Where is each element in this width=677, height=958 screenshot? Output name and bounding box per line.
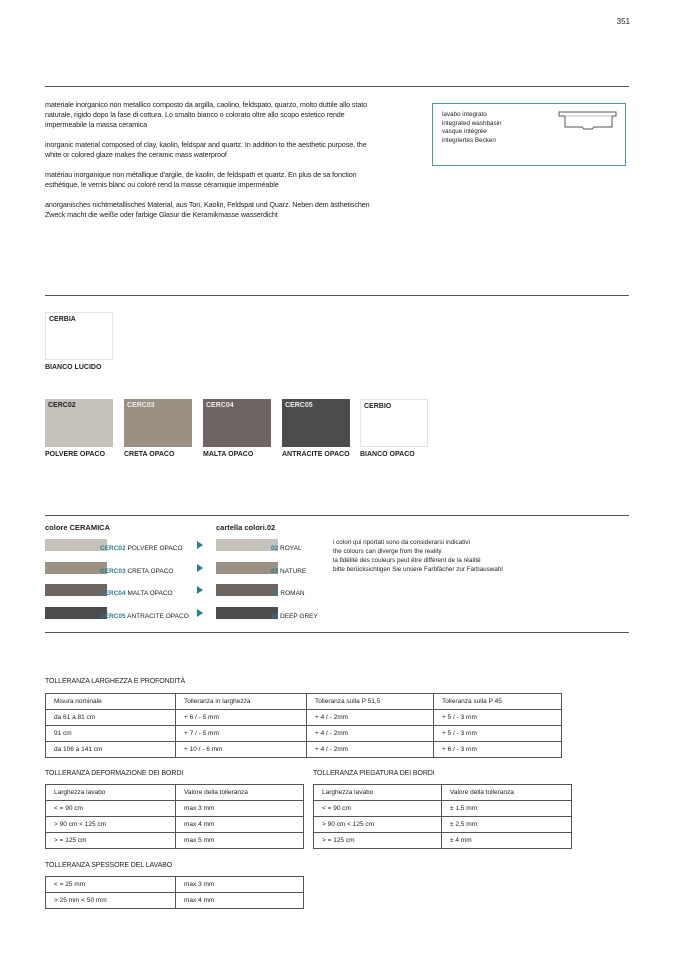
table-cell: max 3 mm bbox=[176, 877, 304, 893]
palette-color-entry bbox=[271, 613, 318, 620]
swatch-label: CRETA OPACO bbox=[124, 451, 175, 458]
table-cell: > 90 cm < 125 cm bbox=[46, 817, 176, 833]
table-cell: da 61 a 81 cm bbox=[46, 710, 176, 726]
divider bbox=[45, 515, 629, 516]
swatch-label: BIANCO LUCIDO bbox=[45, 364, 102, 371]
table-cell: + 5 / - 3 mm bbox=[434, 726, 562, 742]
color-code: CERC04 bbox=[100, 590, 126, 597]
table-row bbox=[46, 785, 304, 801]
info-line: vasque intégrée bbox=[442, 128, 487, 135]
palette-color-entry bbox=[271, 568, 306, 575]
color-name: MALTA OPACO bbox=[127, 590, 173, 597]
ceramic-color-entry bbox=[100, 568, 173, 575]
table-row bbox=[46, 833, 304, 849]
swatch-cerc04 bbox=[203, 399, 271, 447]
table-cell: > 90 cm < 125 cm bbox=[314, 817, 442, 833]
swatch-label: ANTRACITE OPACO bbox=[282, 451, 350, 458]
palette-code: 02 bbox=[271, 545, 279, 552]
table-row bbox=[314, 817, 572, 833]
table-cell: + 4 / - 2mm bbox=[307, 742, 434, 758]
note-line: i colori qui riportati sono da considerarsi indicativi bbox=[333, 539, 470, 546]
color-name: POLVERE OPACO bbox=[127, 545, 183, 552]
table-cell: max 4 mm bbox=[176, 893, 304, 909]
table-row bbox=[46, 817, 304, 833]
ceramic-color-chip bbox=[45, 584, 107, 596]
colore-ceramica-title: colore CERAMICA bbox=[45, 523, 111, 532]
ceramic-color-chip bbox=[45, 539, 107, 551]
ceramic-color-chip bbox=[45, 607, 107, 619]
note-line: bitte berücksichtigen Sie unsere Farbfächer zur Farbauswahl bbox=[333, 566, 503, 573]
palette-color-entry bbox=[271, 590, 305, 597]
divider bbox=[45, 295, 629, 296]
palette-color-chip bbox=[216, 607, 278, 619]
swatch-label: POLVERE OPACO bbox=[45, 451, 106, 458]
table-cell: > = 125 cm bbox=[314, 833, 442, 849]
swatch-code: CERC05 bbox=[285, 402, 313, 409]
palette-name: ROMAN bbox=[280, 590, 305, 597]
table-cell: max 3 mm bbox=[176, 801, 304, 817]
description-it: materiale inorganico non metallico composto da argilla, caolino, feldspato, quarzo, molto duttile allo stato naturale, rigido dopo la fase di cottura. Lo smalto bianco o colorato oltre allo scopo estetico rende impermeabile la massa ceramica bbox=[45, 100, 368, 129]
palette-code: 0F bbox=[271, 590, 279, 597]
width-depth-tolerance-title: TOLLERANZA LARGHEZZA E PROFONDITÀ bbox=[45, 678, 186, 685]
color-name: ANTRACITE OPACO bbox=[127, 612, 189, 620]
cartella-colori-title: cartella colori.02 bbox=[216, 523, 276, 532]
table-cell: Larghezza lavabo bbox=[46, 785, 176, 801]
swatch-code: CERBIO bbox=[364, 403, 392, 410]
edge-bending-tolerance-title: TOLLERANZA PIEGATURA DEI BORDI bbox=[313, 770, 435, 777]
swatch-label: MALTA OPACO bbox=[203, 451, 254, 458]
swatch-code: CERC02 bbox=[48, 402, 76, 409]
table-row bbox=[314, 785, 572, 801]
palette-color-entry bbox=[271, 545, 302, 552]
color-name: CRETA OPACO bbox=[127, 567, 174, 575]
material-description bbox=[45, 100, 375, 230]
divider bbox=[45, 86, 629, 87]
table-cell: ± 1,5 mm bbox=[442, 801, 572, 817]
ceramic-color-chip bbox=[45, 562, 107, 574]
table-row bbox=[46, 893, 304, 909]
edge-bending-tolerance-table bbox=[313, 784, 572, 849]
edge-deformation-tolerance-table bbox=[45, 784, 304, 849]
table-row bbox=[46, 710, 562, 726]
table-cell: Misura nominale bbox=[46, 694, 176, 710]
table-cell: < = 90 cm bbox=[46, 801, 176, 817]
table-cell: Tolleranza sulla P 51,5 bbox=[307, 694, 434, 710]
info-line: lavabo integrato bbox=[442, 111, 487, 118]
table-cell: + 5 / - 3 mm bbox=[434, 710, 562, 726]
swatch-code: CERC04 bbox=[206, 402, 234, 409]
table-row bbox=[46, 801, 304, 817]
color-disclaimer bbox=[333, 538, 503, 574]
palette-color-chip bbox=[216, 584, 278, 596]
table-cell: < = 25 mm bbox=[46, 877, 176, 893]
divider bbox=[45, 632, 629, 633]
thickness-tolerance-table bbox=[45, 876, 304, 909]
palette-code: 16 bbox=[271, 612, 279, 620]
table-cell: > 25 mm < 50 mm bbox=[46, 893, 176, 909]
table-row bbox=[46, 877, 304, 893]
palette-color-chip bbox=[216, 539, 278, 551]
color-code: CERC03 bbox=[100, 567, 126, 575]
table-row bbox=[314, 801, 572, 817]
table-cell: max 5 mm bbox=[176, 833, 304, 849]
swatch-cerc03 bbox=[124, 399, 192, 447]
table-cell: Tolleranza sulla P 45 bbox=[434, 694, 562, 710]
ceramic-color-entry bbox=[100, 590, 173, 597]
table-cell: + 6 / - 5 mm bbox=[176, 710, 307, 726]
info-line: integrated washbasin bbox=[442, 119, 502, 127]
table-row bbox=[46, 742, 562, 758]
arrow-right-icon bbox=[197, 609, 203, 617]
color-code: CERC02 bbox=[100, 545, 126, 552]
table-cell: Valore della tolleranza bbox=[176, 785, 304, 801]
swatch-cerc05 bbox=[282, 399, 350, 447]
integrated-washbasin-box bbox=[432, 103, 626, 166]
table-cell: Valore della tolleranza bbox=[442, 785, 572, 801]
arrow-right-icon bbox=[197, 564, 203, 572]
description-fr: matériau inorganique non métallique d'argile, de kaolin, de feldspath et quartz. En plus de sa fonction esthétique, le vernis blanc ou coloré rend la masse céramique imperméable bbox=[45, 170, 357, 189]
swatch-cerbia: CERBIA bbox=[45, 312, 113, 360]
note-line: the colours can diverge from the reality bbox=[333, 548, 442, 555]
table-row bbox=[46, 694, 562, 710]
arrow-right-icon bbox=[197, 586, 203, 594]
table-cell: > = 125 cm bbox=[46, 833, 176, 849]
palette-name: ROYAL bbox=[280, 545, 302, 552]
ceramic-color-entry bbox=[100, 613, 189, 620]
table-cell: 91 cm bbox=[46, 726, 176, 742]
table-cell: ± 2,5 mm bbox=[442, 817, 572, 833]
palette-name: DEEP GREY bbox=[280, 612, 318, 620]
table-cell: + 6 / - 3 mm bbox=[434, 742, 562, 758]
table-cell: Tolleranza in larghezza bbox=[176, 694, 307, 710]
table-cell: da 106 a 141 cm bbox=[46, 742, 176, 758]
table-cell: + 4 / - 2mm bbox=[307, 726, 434, 742]
table-cell: < = 90 cm bbox=[314, 801, 442, 817]
info-line: integriertes Becken bbox=[442, 136, 496, 144]
color-code: CERC05 bbox=[100, 612, 126, 620]
palette-name: NATURE bbox=[280, 567, 307, 575]
swatch-cerbio bbox=[360, 399, 428, 447]
table-cell: + 10 / - 6 mm bbox=[176, 742, 307, 758]
table-row bbox=[46, 726, 562, 742]
page-number: 351 bbox=[616, 17, 630, 26]
palette-color-chip bbox=[216, 562, 278, 574]
swatch-label: BIANCO OPACO bbox=[360, 451, 415, 458]
thickness-tolerance-title: TOLLERANZA SPESSORE DEL LAVABO bbox=[45, 862, 173, 869]
arrow-right-icon bbox=[197, 541, 203, 549]
note-line: la fidélité des couleurs peut être différent de la réalité bbox=[333, 557, 481, 564]
table-cell: max 4 mm bbox=[176, 817, 304, 833]
swatch-code: CERC03 bbox=[127, 402, 155, 409]
description-en: inorganic material composed of clay, kaolin, feldspar and quartz. In addition to the aesthetic purpose, the white or colored glaze makes the ceramic mass waterproof bbox=[45, 140, 367, 159]
table-cell: ± 4 mm bbox=[442, 833, 572, 849]
table-cell: + 7 / - 5 mm bbox=[176, 726, 307, 742]
washbasin-icon bbox=[558, 110, 618, 132]
description-de: anorganisches nichtmetallisches Material, aus Ton, Kaolin, Feldspat und Quarz. Neben dem ästhetischen Zweck macht die weiße oder farbige Glasur die Keramikmasse wasserdicht bbox=[45, 200, 370, 219]
width-depth-tolerance-table bbox=[45, 693, 562, 758]
edge-deformation-tolerance-title: TOLLERANZA DEFORMAZIONE DEI BORDI bbox=[45, 770, 184, 777]
table-cell: Larghezza lavabo bbox=[314, 785, 442, 801]
swatch-cerc02 bbox=[45, 399, 113, 447]
ceramic-color-entry bbox=[100, 545, 183, 552]
palette-code: 03 bbox=[271, 567, 279, 575]
table-row bbox=[314, 833, 572, 849]
table-cell: + 4 / - 2mm bbox=[307, 710, 434, 726]
